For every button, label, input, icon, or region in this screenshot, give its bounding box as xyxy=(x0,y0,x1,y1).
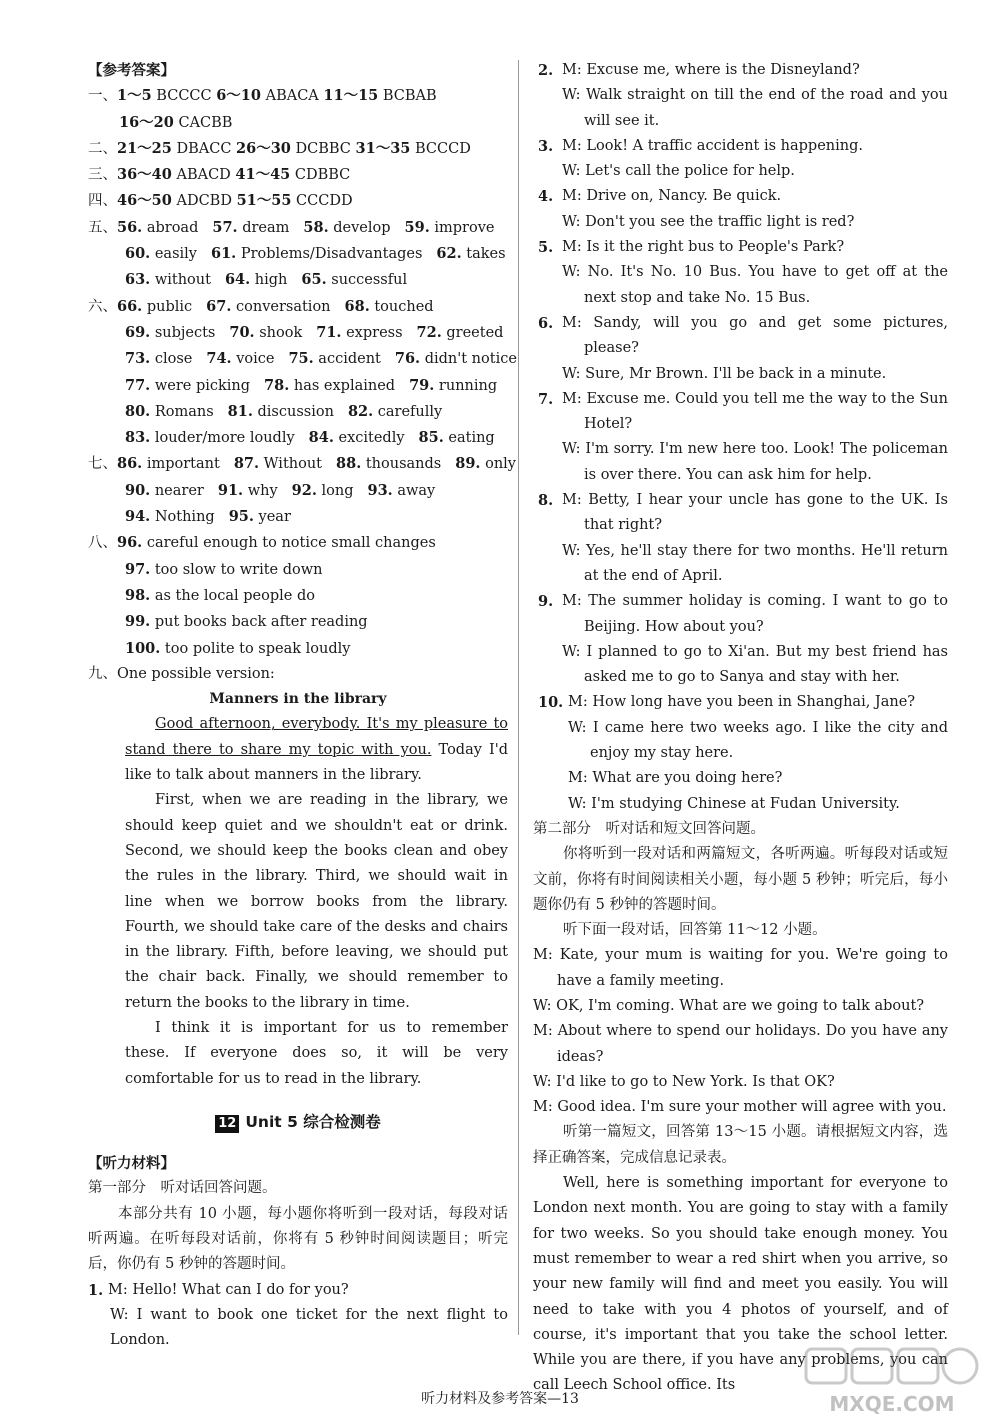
item-answer: easily xyxy=(150,246,197,263)
dialogue-line: W: I'm sorry. I'm new here too. Look! The policeman is over there. You can ask him for help. xyxy=(562,441,948,483)
item-number: 77. xyxy=(125,376,151,394)
item-answer: Romans xyxy=(150,403,214,420)
word-row xyxy=(88,478,508,504)
item-answer: louder/more loudly xyxy=(150,430,295,447)
answer-letters: CACBB xyxy=(173,114,233,131)
essay-paragraph-3: I think it is important for us to remember these. If everyone does so, it will be very comfortable for us to read in the library. xyxy=(125,1019,508,1087)
item-answer: thousands xyxy=(361,456,442,473)
item-answer: improve xyxy=(429,219,495,236)
item-answer: long xyxy=(316,482,354,499)
item-number: 58. xyxy=(303,218,329,236)
answer-letters: ABACA xyxy=(261,88,324,105)
item-answer: as the local people do xyxy=(150,587,315,604)
answer-range: 11～15 xyxy=(323,87,379,105)
item-number: 96. xyxy=(117,534,143,552)
section-label: 五、 xyxy=(88,219,117,236)
item-number: 66. xyxy=(117,297,143,315)
dialogue-number: 7. xyxy=(538,390,554,408)
item-number: 89. xyxy=(455,455,481,473)
answer-range: 6～10 xyxy=(216,87,261,105)
item-number: 81. xyxy=(227,402,253,420)
item-answer: discussion xyxy=(252,403,334,420)
answer-range: 41～45 xyxy=(235,166,291,184)
part2-title: 第二部分 听对话和短文回答问题。 xyxy=(533,820,765,837)
item-number: 87. xyxy=(233,455,260,473)
answer-letters: CCCDD xyxy=(291,193,353,210)
word-row xyxy=(88,373,508,399)
word-row xyxy=(88,530,508,556)
part2-description: 你将听到一段对话和两篇短文，各听两遍。听每段对话或短文前，你将有时间阅读相关小题，每小题 5 秒钟；听完后，每小题你仍有 5 秒钟的答题时间。 xyxy=(533,846,948,913)
answer-row xyxy=(88,110,508,136)
item-answer: accident xyxy=(313,351,381,368)
item-answer: has explained xyxy=(289,377,396,394)
answer-range: 31～35 xyxy=(355,139,411,157)
dialogue-line: M: Drive on, Nancy. Be quick. xyxy=(562,188,782,205)
essay-paragraph-1 xyxy=(88,712,508,788)
item-number: 61. xyxy=(210,245,237,263)
item-number: 78. xyxy=(264,376,290,394)
page-footer: 听力材料及参考答案—13 xyxy=(421,1391,579,1407)
word-row xyxy=(88,504,508,530)
word-answers xyxy=(88,215,517,662)
answer-row xyxy=(88,136,508,162)
item-answer: careful enough to notice small changes xyxy=(142,535,436,552)
item-answer: voice xyxy=(231,351,275,368)
dialogue-line: W: Sure, Mr Brown. I'll be back in a minute. xyxy=(562,365,887,382)
answer-letters: BCBAB xyxy=(378,88,437,105)
item-answer: develop xyxy=(328,219,391,236)
unit-title: Unit 5 综合检测卷 xyxy=(245,1112,381,1131)
item-answer: only xyxy=(480,456,516,473)
dialogue-number: 4. xyxy=(538,188,554,206)
dialogue-line: W: Walk straight on till the end of the road and you will see it. xyxy=(562,87,948,129)
section-label: 八、 xyxy=(88,535,117,552)
dialogue-line: W: I want to book one ticket for the next flight to London. xyxy=(110,1306,508,1349)
answer-range: 36～40 xyxy=(117,166,172,184)
word-row xyxy=(88,557,508,583)
dialogue-line: M: How long have you been in Shanghai, Jane? xyxy=(568,694,916,711)
item-number: 59. xyxy=(404,218,430,236)
item-answer: Nothing xyxy=(150,509,215,526)
dialogue xyxy=(533,134,948,185)
item-answer: close xyxy=(150,351,193,368)
word-row xyxy=(88,451,516,477)
item-number: 62. xyxy=(436,245,462,263)
item-number: 71. xyxy=(316,323,342,341)
item-number: 64. xyxy=(224,271,251,289)
answer-section: 二、 xyxy=(88,140,117,157)
dialogue-line: W: I planned to go to Xi'an. But my best friend has asked me to go to Sanya and stay with her. xyxy=(562,643,948,686)
dialogue-body xyxy=(562,235,948,311)
item-answer: year xyxy=(253,509,291,526)
dialogue xyxy=(533,184,948,235)
item-answer: Problems/Disadvantages xyxy=(236,246,423,263)
dialogue-body xyxy=(568,690,948,816)
part2-question-1: 听下面一段对话，回答第 11～12 小题。 xyxy=(563,922,827,939)
item-answer: shook xyxy=(254,324,303,341)
item-answer: conversation xyxy=(231,298,331,315)
unit-badge: 12 xyxy=(215,1115,239,1133)
answer-letters: DBACC xyxy=(171,140,237,157)
word-row xyxy=(88,399,508,425)
dialogue-line: M: Good idea. I'm sure your mother will agree with you. xyxy=(533,1099,947,1116)
answer-row xyxy=(88,188,508,214)
dialogues xyxy=(533,58,948,817)
item-number: 95. xyxy=(228,508,254,526)
item-answer: abroad xyxy=(142,219,199,236)
word-row xyxy=(88,267,508,293)
item-number: 92. xyxy=(291,481,317,499)
item-number: 57. xyxy=(212,218,238,236)
dialogue-line: M: Is it the right bus to People's Park? xyxy=(562,239,845,256)
answer-range: 1～5 xyxy=(117,87,152,105)
answer-header: 【参考答案】 xyxy=(88,62,175,79)
item-number: 76. xyxy=(394,350,421,368)
item-number: 84. xyxy=(308,429,334,447)
word-row xyxy=(88,346,517,372)
item-answer: important xyxy=(142,456,220,473)
item-number: 68. xyxy=(344,297,370,315)
word-row xyxy=(88,294,508,320)
item-number: 72. xyxy=(416,323,442,341)
dialogue xyxy=(533,690,948,816)
dialogue-line: W: I came here two weeks ago. I like the city and enjoy my stay here. xyxy=(568,719,948,762)
item-answer: why xyxy=(243,482,278,499)
item-answer: running xyxy=(434,377,498,394)
dialogue-number: 2. xyxy=(538,62,554,79)
dialogue xyxy=(533,387,948,488)
answer-letters: CDBBC xyxy=(290,167,351,184)
item-number: 65. xyxy=(301,271,327,289)
item-answer: were picking xyxy=(150,377,251,394)
item-answer: didn't notice xyxy=(420,351,517,368)
item-answer: subjects xyxy=(150,324,216,341)
item-answer: nearer xyxy=(150,482,204,499)
item-number: 97. xyxy=(125,560,151,578)
dialogue-line: W: OK, I'm coming. What are we going to talk about? xyxy=(533,997,925,1014)
item-answer: public xyxy=(142,298,193,315)
essay-underlined: Good afternoon, everybody. It's my pleasure to stand there to share my topic with you. xyxy=(125,716,508,758)
dialogue-line: M: Look! A traffic accident is happening. xyxy=(562,137,863,154)
dialogue-1 xyxy=(88,1278,508,1354)
dialogue-body xyxy=(562,184,948,235)
item-answer: high xyxy=(250,272,288,289)
dialogue-body xyxy=(562,488,948,589)
item-answer: excitedly xyxy=(333,430,405,447)
dialogue-number: 10. xyxy=(538,694,564,712)
dialogue-body xyxy=(562,589,948,690)
dialogue xyxy=(533,58,948,134)
section-label: 七、 xyxy=(88,456,117,473)
answer-letters: DCBBC xyxy=(290,140,356,157)
answer-range: 21～25 xyxy=(117,139,172,157)
dialogue-line: W: Let's call the police for help. xyxy=(562,163,795,180)
dialogue-line: W: No. It's No. 10 Bus. You have to get off at the next stop and take No. 15 Bus. xyxy=(562,264,948,306)
dialogue-line: M: Betty, I hear your uncle has gone to the UK. Is that right? xyxy=(562,492,948,534)
item-answer: successful xyxy=(326,272,408,289)
item-number: 99. xyxy=(125,613,151,631)
item-number: 67. xyxy=(206,297,232,315)
item-answer: eating xyxy=(443,430,495,447)
part2-question-2: 听第一篇短文，回答第 13～15 小题。请根据短文内容，选择正确答案，完成信息记录表。 xyxy=(533,1124,948,1166)
section-label: 六、 xyxy=(88,298,117,315)
item-answer: Without xyxy=(259,456,323,473)
answer-row xyxy=(88,162,508,188)
answer-section: 三、 xyxy=(88,167,117,184)
item-answer: dream xyxy=(237,219,290,236)
item-number: 56. xyxy=(117,218,143,236)
word-row xyxy=(88,320,508,346)
item-answer: away xyxy=(392,482,436,499)
item-number: 86. xyxy=(117,455,143,473)
dialogue-body xyxy=(562,58,948,134)
dialogue xyxy=(533,488,948,589)
dialogue-number: 1. xyxy=(88,1281,104,1299)
answer-range: 26～30 xyxy=(236,139,291,157)
answer-letters: BCCCD xyxy=(410,140,471,157)
word-row xyxy=(88,583,508,609)
item-answer: carefully xyxy=(373,403,443,420)
dialogue-line: W: Don't you see the traffic light is red? xyxy=(562,213,855,230)
item-answer: express xyxy=(341,324,403,341)
item-number: 63. xyxy=(125,271,151,289)
dialogue-body xyxy=(562,311,948,387)
answer-letters: ADCBD xyxy=(171,193,237,210)
item-answer: without xyxy=(150,272,211,289)
item-number: 60. xyxy=(125,245,151,263)
dialogue-line: M: What are you doing here? xyxy=(568,770,783,787)
item-number: 69. xyxy=(125,323,151,341)
item-number: 93. xyxy=(367,481,393,499)
answer-row xyxy=(88,83,508,109)
dialogue-number: 6. xyxy=(538,314,554,332)
word-row xyxy=(88,425,508,451)
word-row xyxy=(88,609,508,635)
answer-letters: ABACD xyxy=(171,167,236,184)
left-column xyxy=(88,58,517,1354)
item-number: 91. xyxy=(217,481,244,499)
item-number: 79. xyxy=(409,376,435,394)
word-row xyxy=(88,636,508,662)
item-number: 74. xyxy=(206,350,232,368)
dialogue-line: M: Sandy, will you go and get some pictures, please? xyxy=(562,314,948,357)
dialogue xyxy=(533,235,948,311)
dialogue xyxy=(533,311,948,387)
dialogue-line: M: Excuse me, where is the Disneyland? xyxy=(562,62,860,78)
column-divider xyxy=(518,60,519,1335)
essay-intro: 九、One possible version: xyxy=(88,665,275,682)
family-dialogue xyxy=(533,943,948,1120)
watermark-logo xyxy=(802,1345,982,1420)
dialogue-line: M: Hello! What can I do for you? xyxy=(108,1281,349,1298)
watermark-text: MXQE.COM xyxy=(829,1392,955,1416)
essay-p1-rest: Today I'd like to talk about manners in the library. xyxy=(125,741,508,784)
item-number: 90. xyxy=(125,481,151,499)
passage: Well, here is something important for everyone to London next month. You are going to stay with a family for two weeks. So you should take enough money. You must remember to wear a red shirt when you arrive, so your new family will find and meet you easily. You will need to take with you 4 photos of yourself, and of course, it's important that you take the school letter. While you are there, if you have any problems, you can call Leech School office. Its xyxy=(533,1175,948,1394)
item-number: 94. xyxy=(125,508,151,526)
essay-title: Manners in the library xyxy=(209,691,387,708)
item-number: 88. xyxy=(336,455,362,473)
item-number: 100. xyxy=(125,639,161,657)
right-column xyxy=(533,58,948,1399)
dialogue-line: M: The summer holiday is coming. I want to go to Beijing. How about you? xyxy=(562,593,948,635)
item-answer: touched xyxy=(369,298,434,315)
answer-range: 16～20 xyxy=(119,113,174,131)
dialogue-number: 3. xyxy=(538,137,554,155)
dialogue-line: M: About where to spend our holidays. Do you have any ideas? xyxy=(533,1023,948,1065)
essay-paragraph-2: First, when we are reading in the library, we should keep quiet and we shouldn't eat or drink. Second, we should keep the books clean and obey the rules in the library. Third, we should wait in line when we borrow books from the library. Fourth, we should take care of the desks and chairs in the library. Fifth, before leaving, we should put the chair back. Finally, we should remember to return the books to the library in time. xyxy=(125,792,508,1011)
answer-key xyxy=(88,83,508,214)
unit-heading xyxy=(88,1110,508,1135)
item-answer: put books back after reading xyxy=(150,614,368,631)
item-number: 75. xyxy=(288,350,314,368)
dialogue-line: M: Excuse me. Could you tell me the way to the Sun Hotel? xyxy=(562,390,948,433)
item-answer: too polite to speak loudly xyxy=(160,640,351,657)
dialogue-number: 8. xyxy=(538,492,554,510)
answer-section: 一、 xyxy=(88,88,117,105)
answer-range: 46～50 xyxy=(117,192,172,210)
item-answer: greeted xyxy=(441,324,504,341)
part1-title: 第一部分 听对话回答问题。 xyxy=(88,1180,277,1197)
dialogue-number: 9. xyxy=(538,593,554,611)
dialogue-line: M: Kate, your mum is waiting for you. We're going to have a family meeting. xyxy=(533,947,948,989)
item-number: 82. xyxy=(347,402,374,420)
item-number: 73. xyxy=(125,350,151,368)
dialogue-line: W: I'd like to go to New York. Is that OK? xyxy=(533,1073,835,1090)
part1-description: 本部分共有 10 小题，每小题你将听到一段对话，每段对话听两遍。在听每段对话前，你将有 5 秒钟时间阅读题目；听完后，你仍有 5 秒钟的答题时间。 xyxy=(88,1205,508,1273)
answer-section: 四、 xyxy=(88,193,117,210)
word-row xyxy=(88,215,508,241)
dialogue-number: 5. xyxy=(538,239,554,257)
word-row xyxy=(88,241,508,267)
item-answer: too slow to write down xyxy=(150,561,323,578)
answer-range: 51～55 xyxy=(236,192,292,210)
item-number: 70. xyxy=(229,323,255,341)
answer-letters: BCCCC xyxy=(151,88,217,105)
item-answer: takes xyxy=(461,246,506,263)
dialogue xyxy=(533,589,948,690)
dialogue-line: W: Yes, he'll stay there for two months. He'll return at the end of April. xyxy=(562,542,948,584)
item-number: 85. xyxy=(418,429,444,447)
dialogue-body xyxy=(562,134,948,185)
item-number: 98. xyxy=(125,586,151,604)
dialogue-line: W: I'm studying Chinese at Fudan University. xyxy=(568,795,900,812)
listening-header: 【听力材料】 xyxy=(88,1155,175,1173)
item-number: 83. xyxy=(125,429,151,447)
item-number: 80. xyxy=(125,402,151,420)
dialogue-body xyxy=(562,387,948,488)
